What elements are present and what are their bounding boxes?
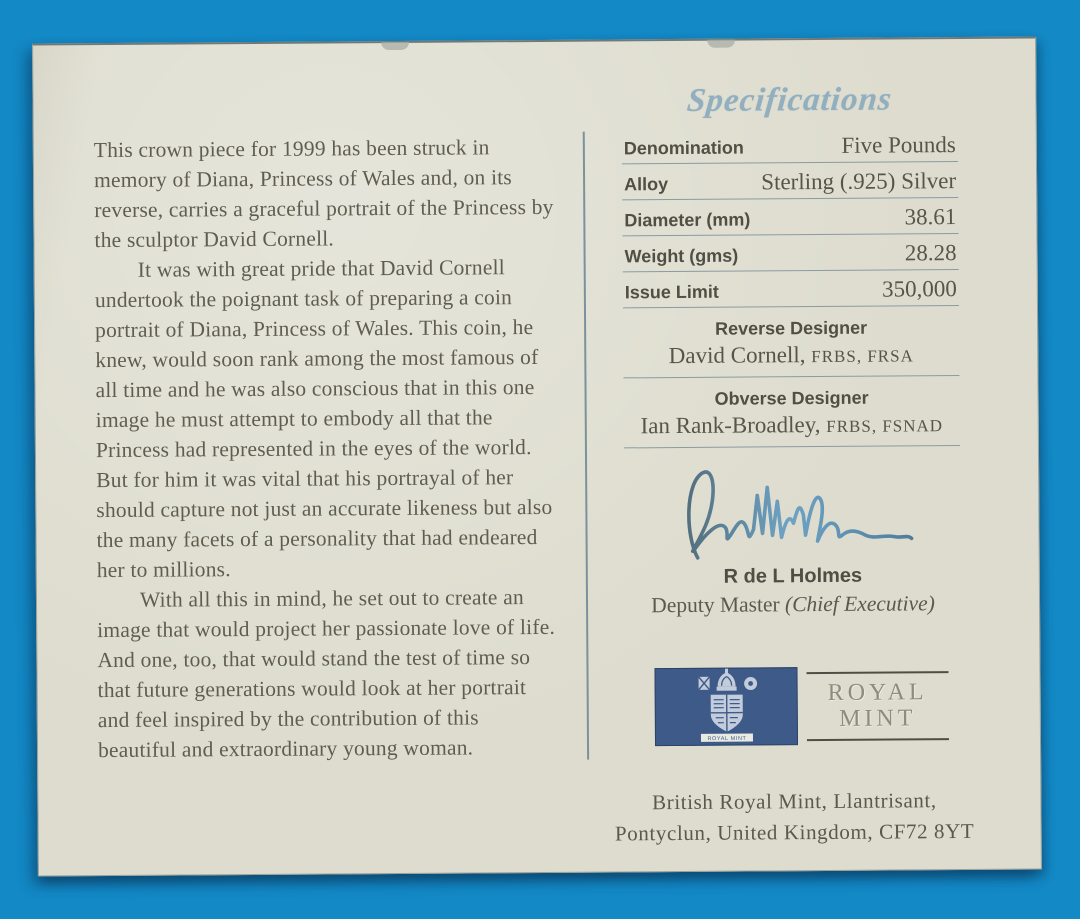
royal-mint-wordmark (807, 671, 949, 741)
spec-row-issue-limit (623, 270, 959, 308)
body-paragraph-2: It was with great pride that David Cornell undertook the poignant task of preparing a coin portrait of Diana, Princess of Wales. This coin, he knew, would soon rank among the most famous of all time and he was also conscious that in this one image he must attempt to embody all that the Princess had represented in the eyes of the world. But for him it was vital that his portrayal of her should capture not just an accurate likeness but also the many facets of a personality that had endeared her to millions. (94, 255, 553, 583)
specifications-title: Specifications (685, 81, 894, 119)
wordmark-royal: ROYAL (827, 678, 928, 706)
reverse-designer-block (623, 306, 959, 378)
royal-mint-crest-icon (654, 667, 798, 746)
spec-label: Weight (gms) (624, 245, 739, 267)
reverse-designer-name (623, 341, 959, 369)
address-line-2: Pontyclun, United Kingdom, CF72 8YT (614, 818, 975, 846)
signatory-title-italic: (Chief Executive) (784, 591, 935, 617)
royal-mint-logo (633, 666, 970, 746)
spec-row-weight (622, 234, 958, 272)
mint-address (558, 785, 1030, 850)
specifications-column (621, 81, 962, 746)
handwritten-signature (667, 456, 918, 570)
spec-value: Five Pounds (841, 132, 956, 158)
spec-label: Issue Limit (624, 281, 719, 303)
spec-value: 28.28 (904, 240, 957, 266)
card-top-notch-right (707, 40, 735, 48)
signature-block (624, 456, 961, 618)
spec-row-alloy (622, 162, 958, 200)
reverse-designer-role: Reverse Designer (714, 317, 868, 339)
spec-row-denomination (622, 126, 958, 164)
spec-label: Alloy (624, 174, 669, 195)
wordmark-mint: MINT (839, 704, 917, 732)
designer-name-text: David Cornell, (668, 342, 806, 369)
spec-label: Diameter (mm) (624, 209, 751, 231)
body-paragraph-1: This crown piece for 1999 has been struck in memory of Diana, Princess of Wales and, on its reverse, carries a graceful portrait of the Princess by the sculptor David Cornell. (93, 135, 554, 253)
signatory-title (625, 591, 961, 618)
designer-credentials: FRBS, FRSA (811, 346, 914, 367)
body-paragraph-3: With all this in mind, he set out to create an image that would project her passionate love of life. And one, too, that would stand the test of time so that future generations would look at her portrait and feel inspired by the contribution of this beautiful and extraordinary young woman. (97, 585, 556, 763)
signatory-title-text: Deputy Master (651, 592, 786, 618)
signatory-name: R de L Holmes (723, 564, 863, 588)
designer-credentials: FRBS, FSNAD (826, 416, 944, 436)
address-line-1: British Royal Mint, Llantrisant, (652, 788, 937, 815)
spec-value: Sterling (.925) Silver (761, 168, 957, 195)
certificate-body-text (94, 132, 562, 765)
card-top-notch-left (381, 42, 409, 50)
certificate-card (32, 37, 1042, 877)
spec-value: 350,000 (882, 276, 957, 302)
obverse-designer-role: Obverse Designer (714, 387, 869, 409)
obverse-designer-name (624, 411, 960, 439)
spec-value: 38.61 (904, 204, 957, 230)
obverse-designer-block (623, 376, 959, 448)
crest-banner-text: ROYAL MINT (707, 735, 747, 743)
spec-row-diameter (622, 198, 958, 236)
designer-name-text: Ian Rank-Broadley, (640, 412, 821, 439)
spec-label: Denomination (623, 137, 744, 159)
column-divider-line (583, 132, 589, 760)
